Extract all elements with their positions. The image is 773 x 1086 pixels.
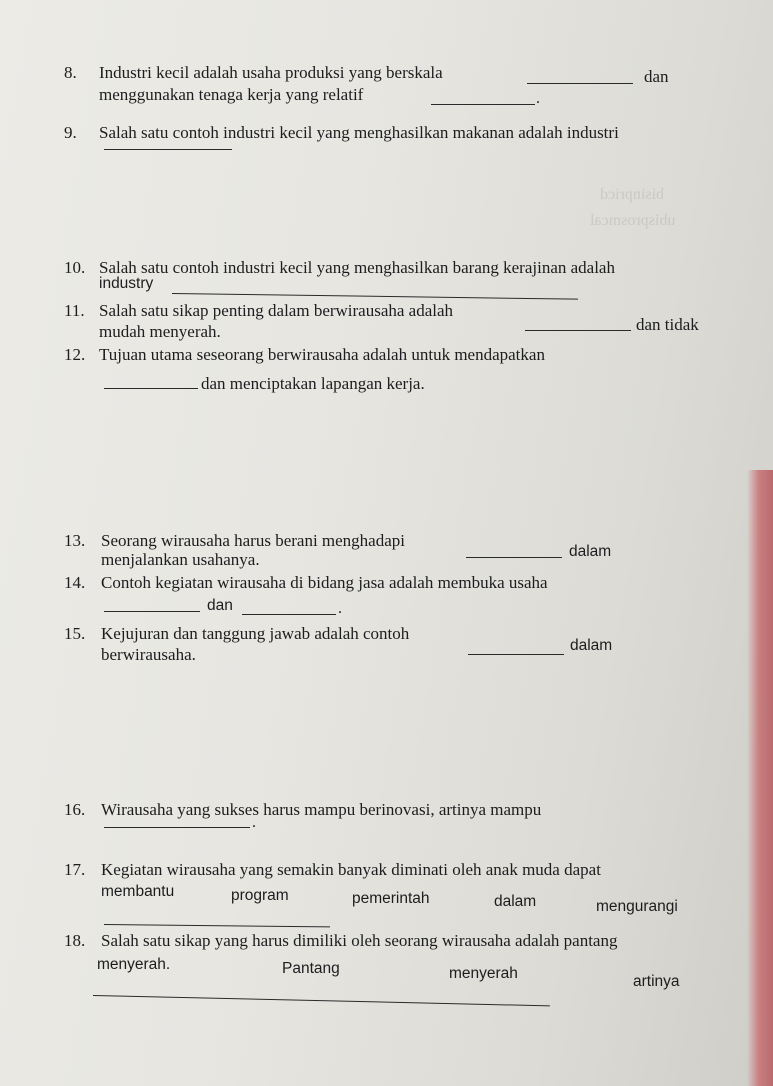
question-13-line1: Seorang wirausaha harus berani menghadapi: [101, 531, 405, 550]
answer-blank[interactable]: [104, 827, 250, 828]
question-11-number: 11.: [64, 301, 85, 320]
question-14-mid: dan: [207, 597, 233, 614]
page-edge-shadow: [747, 470, 773, 1086]
question-17-option: membantu: [101, 883, 175, 900]
question-18-option: menyerah.: [97, 956, 171, 973]
answer-blank[interactable]: [104, 924, 330, 927]
answer-blank[interactable]: [93, 995, 550, 1006]
question-18-number: 18.: [64, 931, 86, 950]
question-16-number: 16.: [64, 800, 86, 819]
question-9-line1: Salah satu contoh industri kecil yang menghasilkan makanan adalah industri: [99, 123, 619, 142]
question-17-option: program: [231, 887, 289, 904]
question-8-line1: Industri kecil adalah usaha produksi yang berskala: [99, 63, 443, 82]
question-14-period: .: [338, 600, 342, 617]
answer-blank[interactable]: [525, 330, 631, 331]
question-15-number: 15.: [64, 624, 86, 643]
question-11-after: dan tidak: [636, 315, 699, 334]
question-17-line1: Kegiatan wirausaha yang semakin banyak diminati oleh anak muda dapat: [101, 860, 601, 879]
question-8-period: .: [536, 90, 540, 107]
question-14-line1: Contoh kegiatan wirausaha di bidang jasa adalah membuka usaha: [101, 573, 548, 592]
question-11-line2: mudah menyerah.: [99, 322, 221, 341]
question-9-number: 9.: [64, 123, 77, 142]
question-10-number: 10.: [64, 258, 86, 277]
answer-blank[interactable]: [172, 293, 578, 300]
question-12-line1: Tujuan utama seseorang berwirausaha adalah untuk mendapatkan: [99, 345, 545, 364]
answer-blank[interactable]: [468, 654, 564, 655]
question-16-line1: Wirausaha yang sukses harus mampu berinovasi, artinya mampu: [101, 800, 542, 819]
answer-blank[interactable]: [466, 557, 562, 558]
question-15-line1: Kejujuran dan tanggung jawab adalah contoh: [101, 624, 410, 643]
question-14-number: 14.: [64, 573, 86, 592]
question-18-line1: Salah satu sikap yang harus dimiliki oleh seorang wirausaha adalah pantang: [101, 931, 618, 950]
question-12-line2: dan menciptakan lapangan kerja.: [201, 374, 425, 393]
question-13-after: dalam: [569, 543, 612, 560]
question-18-option: Pantang: [282, 960, 340, 977]
bleed-through-text: bisinpricd: [600, 186, 664, 203]
question-18-option: menyerah: [449, 965, 518, 982]
answer-blank[interactable]: [431, 104, 535, 105]
answer-blank[interactable]: [104, 611, 200, 612]
question-13-number: 13.: [64, 531, 86, 550]
answer-blank[interactable]: [104, 388, 198, 389]
question-17-option: mengurangi: [596, 898, 678, 915]
bleed-through-text: ubisprosmcal: [590, 212, 676, 229]
answer-blank[interactable]: [104, 149, 232, 150]
question-18-option: artinya: [633, 973, 680, 990]
question-15-after: dalam: [570, 637, 613, 654]
question-8-after: dan: [644, 67, 669, 86]
question-13-line2: menjalankan usahanya.: [101, 550, 260, 569]
question-10-line1: Salah satu contoh industri kecil yang menghasilkan barang kerajinan adalah: [99, 258, 615, 277]
question-17-option: dalam: [494, 893, 537, 910]
answer-blank[interactable]: [527, 83, 633, 84]
question-17-number: 17.: [64, 860, 86, 879]
question-8-number: 8.: [64, 63, 77, 82]
question-11-line1: Salah satu sikap penting dalam berwirausaha adalah: [99, 301, 454, 320]
question-12-number: 12.: [64, 345, 86, 364]
answer-blank[interactable]: [242, 614, 336, 615]
question-17-option: pemerintah: [352, 890, 430, 907]
question-8-line2: menggunakan tenaga kerja yang relatif: [99, 85, 364, 104]
question-10-line2: industry: [99, 275, 154, 292]
question-15-line2: berwirausaha.: [101, 645, 196, 664]
question-16-period: .: [252, 814, 256, 831]
